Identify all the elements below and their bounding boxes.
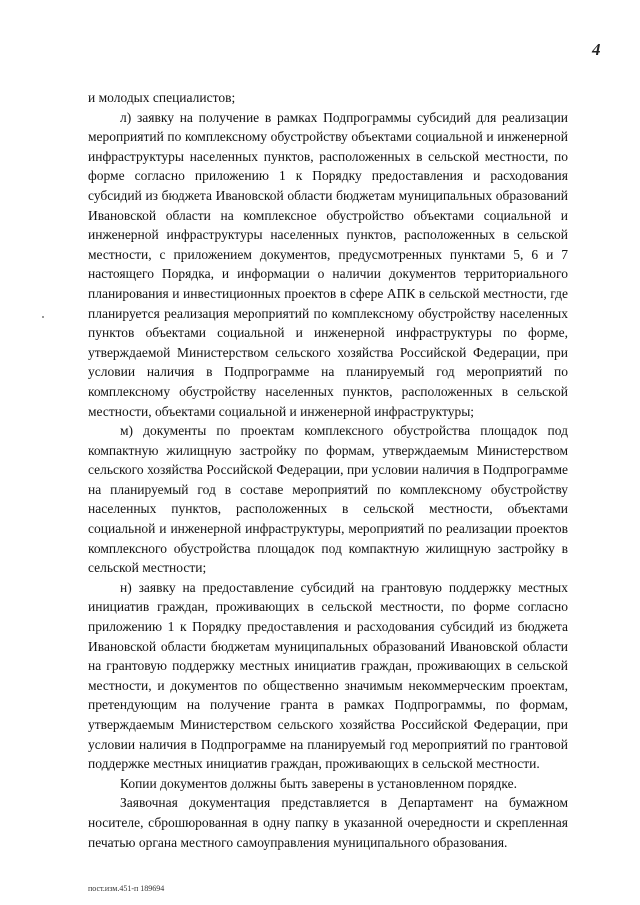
scan-speck <box>42 316 44 318</box>
paragraph-item-l: л) заявку на получение в рамках Подпрограммы субсидий для реализации мероприятий по комплексному обустройству объектами социальной и инженерной инфраструктуры населенных пунктов, расположенных в сельской местности, по форме согласно приложению 1 к Порядку предоставления и расходования субсидий из бюджета Ивановской области бюджетам муниципальных образований Ивановской области на комплексное обустройство объектами социальной и инженерной инфраструктуры населенных пунктов, расположенных в сельской местности, с приложением документов, предусмотренных пунктами 5, 6 и 7 настоящего Порядка, и информации о наличии документов территориального планирования и инвестиционных проектов в сфере АПК в сельской местности, где планируется реализация мероприятий по комплексному обустройству населенных пунктов объектами социальной и инженерной инфраструктуры по форме, утверждаемой Министерством сельского хозяйства Российской Федерации, при условии наличия в Подпрограмме на планируемый год мероприятий по комплексному обустройству населенных пунктов, расположенных в сельской местности, объектами социальной и инженерной инфраструктуры; <box>88 109 568 419</box>
page-number: 4 <box>592 40 601 59</box>
paragraph-continuation: и молодых специалистов; <box>88 90 236 105</box>
paragraph-submission: Заявочная документация представляется в Департамент на бумажном носителе, сброшюрованная в одну папку в указанной очередности и скрепленная печатью органа местного самоуправления муниципального образования. <box>88 795 568 850</box>
paragraph-copies: Копии документов должны быть заверены в установленном порядке. <box>120 775 517 791</box>
body-text <box>88 88 568 852</box>
footer-reference: пост.изм.451-п 189694 <box>88 884 165 893</box>
paragraph-item-n: н) заявку на предоставление субсидий на грантовую поддержку местных инициатив граждан, проживающих в сельской местности, по форме согласно приложению 1 к Порядку предоставления и расходования субсидий из бюджета Ивановской области бюджетам муниципальных образований Ивановской области на грантовую поддержку местных инициатив граждан, проживающих в сельской местности, и документов по общественно значимым некоммерческим проектам, претендующим на получение гранта в рамках Подпрограммы, по формам, утверждаемым Министерством сельского хозяйства Российской Федерации, при условии наличия в Подпрограмме на планируемый год мероприятий по грантовой поддержке местных инициатив граждан, проживающих в сельской местности. <box>88 579 568 772</box>
paragraph-item-m: м) документы по проектам комплексного обустройства площадок под компактную жилищную застройку по формам, утверждаемым Министерством сельского хозяйства Российской Федерации, при условии наличия в Подпрограмме на планируемый год в составе мероприятий по комплексному обустройству населенных пунктов, расположенных в сельской местности, объектами социальной и инженерной инфраструктуры, мероприятий по реализации проектов комплексного обустройства площадок под компактную жилищную застройку в сельской местности; <box>88 423 568 576</box>
